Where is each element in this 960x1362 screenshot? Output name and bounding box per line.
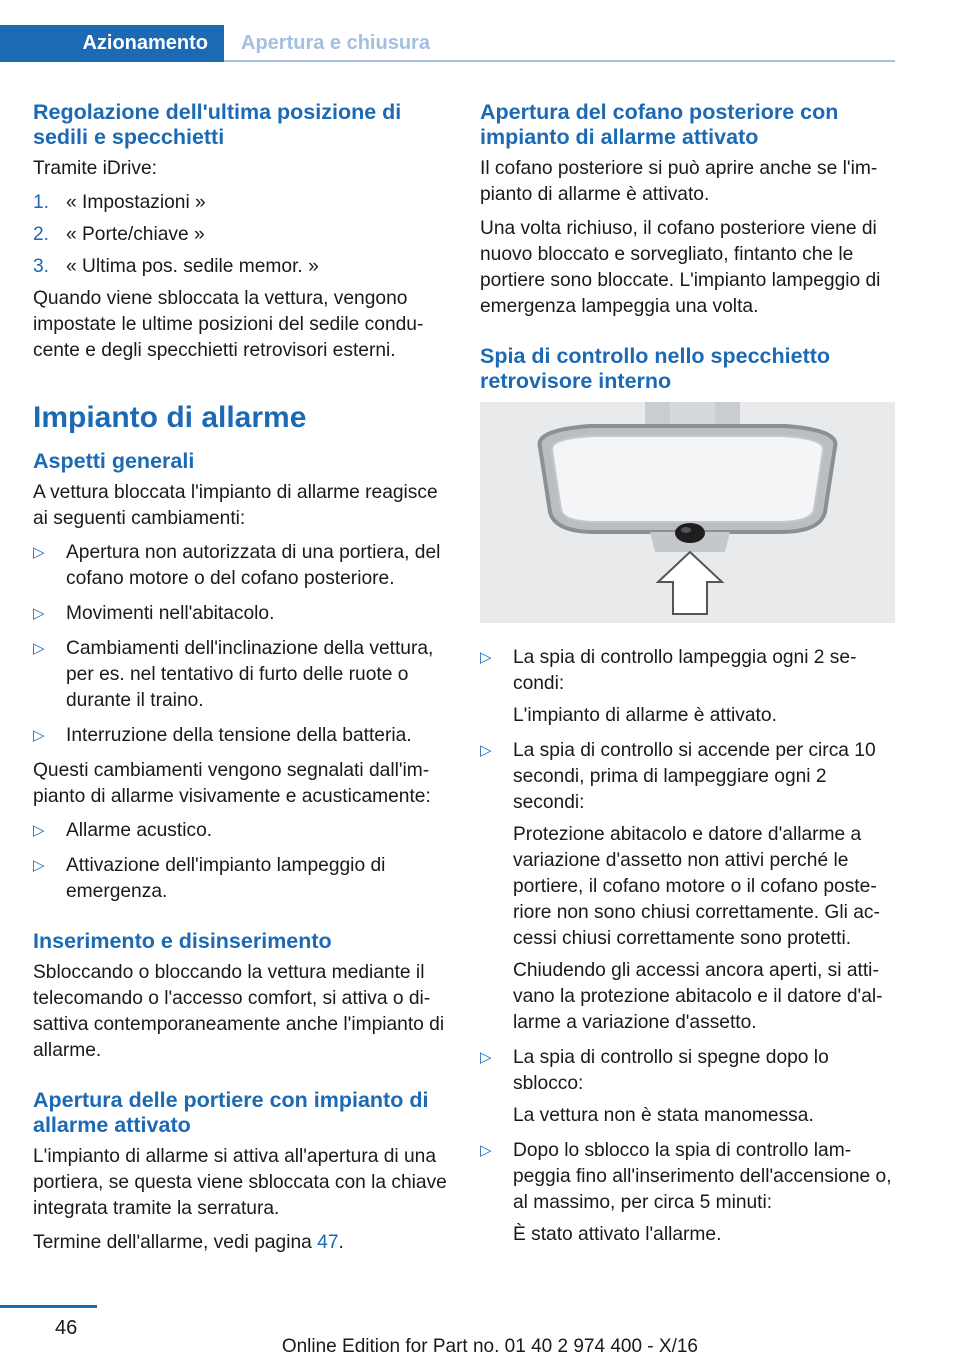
tailgate-body-1: Il cofano posteriore si può aprire anche se l'impianto di allarme è attivato. bbox=[480, 158, 878, 205]
list-item-text: Dopo lo sblocco la spia di controllo lampeggia fino all'inserimento dell'accensione o, al massimo, per circa 5 minuti: bbox=[513, 1140, 892, 1213]
list-item-text: Cambiamenti dell'inclinazione della vettura, per es. nel tentativo di furto delle ruote o durante il traino. bbox=[66, 638, 434, 711]
list-item-detail: La vettura non è stata manomessa. bbox=[513, 1105, 814, 1126]
tab-active-azionamento[interactable]: Azionamento bbox=[0, 25, 224, 62]
tab-apertura-e-chiusura[interactable]: Apertura e chiusura bbox=[241, 32, 430, 54]
triangle-bullet-icon: ▷ bbox=[33, 605, 45, 622]
triangle-bullet-icon: ▷ bbox=[480, 742, 492, 759]
list-item-detail: Protezione abitacolo e datore d'allarme a variazione d'assetto non attivi perché le portiere, il cofano motore o il cofano posteriore non sono chiusi correttamente. Gli accessi chiusi correttamente sono protetti. bbox=[513, 824, 880, 949]
rearview-mirror-illustration bbox=[480, 402, 895, 623]
signals-intro: Questi cambiamenti vengono segnalati dall'impianto di allarme visivamente e acusticamente: bbox=[33, 760, 431, 807]
step-text: « Ultima pos. sedile memor. » bbox=[66, 256, 319, 277]
alarm-triggers-list bbox=[33, 540, 448, 749]
list-item bbox=[480, 1138, 895, 1248]
list-item bbox=[33, 601, 448, 627]
list-item-text: Interruzione della tensione della batteria. bbox=[66, 725, 412, 746]
reference-end: . bbox=[338, 1232, 344, 1253]
tailgate-body-2: Una volta richiuso, il cofano posteriore viene di nuovo bloccato e sorvegliato, fintanto che le portiere sono bloccate. L'impianto lampeggio di emergenza lampeggia una volta. bbox=[480, 218, 881, 317]
reference-text: Termine dell'allarme, vedi pagina bbox=[33, 1232, 318, 1253]
list-item bbox=[33, 636, 448, 714]
section-title-arming: Inserimento e disinserimento bbox=[33, 929, 332, 953]
list-item bbox=[33, 540, 448, 592]
list-item-text: Movimenti nell'abitacolo. bbox=[66, 603, 275, 624]
list-item-text: Attivazione dell'impianto lampeggio di emergenza. bbox=[66, 855, 386, 902]
triangle-bullet-icon: ▷ bbox=[33, 640, 45, 657]
chapter-title-alarm: Impianto di allarme bbox=[33, 401, 307, 434]
triangle-bullet-icon: ▷ bbox=[480, 649, 492, 666]
list-item bbox=[33, 818, 448, 844]
list-item bbox=[480, 738, 895, 1036]
right-column bbox=[480, 100, 895, 1257]
step-text: « Porte/chiave » bbox=[66, 224, 205, 245]
triangle-bullet-icon: ▷ bbox=[480, 1049, 492, 1066]
list-item-detail: È stato attivato l'allarme. bbox=[513, 1224, 722, 1245]
list-item-text: La spia di controllo si accende per circa 10 secondi, prima di lampeggiare ogni 2 secondi: bbox=[513, 740, 876, 813]
section-title-tailgate: Apertura del cofano posteriore con impianto di allarme attivato bbox=[480, 100, 839, 149]
triangle-bullet-icon: ▷ bbox=[480, 1142, 492, 1159]
alarm-end-reference bbox=[33, 1230, 448, 1256]
section-title-indicator: Spia di controllo nello specchietto retrovisore interno bbox=[480, 344, 831, 393]
step-item bbox=[33, 254, 448, 280]
step-item bbox=[33, 190, 448, 216]
section-title-general: Aspetti generali bbox=[33, 449, 195, 473]
triangle-bullet-icon: ▷ bbox=[33, 544, 45, 561]
chapter-tabbar bbox=[0, 25, 895, 62]
step-number: 3. bbox=[33, 256, 50, 277]
general-intro: A vettura bloccata l'impianto di allarme reagisce ai seguenti cambiamenti: bbox=[33, 482, 438, 529]
triangle-bullet-icon: ▷ bbox=[33, 857, 45, 874]
alarm-signals-list bbox=[33, 818, 448, 905]
list-item bbox=[480, 645, 895, 729]
step-item bbox=[33, 222, 448, 248]
seat-position-body: Quando viene sbloccata la vettura, vengono impostate le ultime posizioni del sedile conducente e degli specchietti retrovisori esterni. bbox=[33, 288, 424, 361]
rearview-mirror-image bbox=[480, 402, 895, 623]
step-number: 1. bbox=[33, 192, 50, 213]
list-item-text: La spia di controllo si spegne dopo lo sblocco: bbox=[513, 1047, 829, 1094]
footer-rule bbox=[0, 1305, 97, 1308]
indicator-states-list bbox=[480, 645, 895, 1248]
list-item bbox=[33, 853, 448, 905]
list-item bbox=[480, 1045, 895, 1129]
list-item-text: Apertura non autorizzata di una portiera, del cofano motore o del cofano posteriore. bbox=[66, 542, 441, 589]
triangle-bullet-icon: ▷ bbox=[33, 727, 45, 744]
list-item-detail: Chiudendo gli accessi ancora aperti, si attivano la protezione abitacolo e il datore d'allarme a variazione d'assetto. bbox=[513, 960, 883, 1033]
step-number: 2. bbox=[33, 224, 50, 245]
list-item bbox=[33, 723, 448, 749]
list-item-detail: L'impianto di allarme è attivato. bbox=[513, 705, 777, 726]
section-title-seat-position: Regolazione dell'ultima posizione di sedili e specchietti bbox=[33, 100, 402, 149]
page-reference-link[interactable]: 47 bbox=[317, 1232, 339, 1253]
left-column bbox=[33, 100, 448, 1264]
step-text: « Impostazioni » bbox=[66, 192, 206, 213]
door-opening-body: L'impianto di allarme si attiva all'apertura di una portiera, se questa viene sbloccata con la chiave integrata tramite la serratura. bbox=[33, 1146, 447, 1219]
arming-body: Sbloccando o bloccando la vettura mediante il telecomando o l'accesso comfort, si attiva o disattiva contemporaneamente anche l'impianto di allarme. bbox=[33, 962, 445, 1061]
edition-note: Online Edition for Part no. 01 40 2 974 400 - X/16 bbox=[281, 1336, 698, 1357]
section-title-door-opening: Apertura delle portiere con impianto di allarme attivato bbox=[33, 1088, 429, 1137]
idrive-intro: Tramite iDrive: bbox=[33, 158, 158, 179]
page-number: 46 bbox=[55, 1317, 78, 1339]
list-item-text: Allarme acustico. bbox=[66, 820, 213, 841]
triangle-bullet-icon: ▷ bbox=[33, 822, 45, 839]
list-item-text: La spia di controllo lampeggia ogni 2 secondi: bbox=[513, 647, 857, 694]
tab-underline bbox=[224, 60, 895, 62]
idrive-steps bbox=[33, 190, 448, 280]
